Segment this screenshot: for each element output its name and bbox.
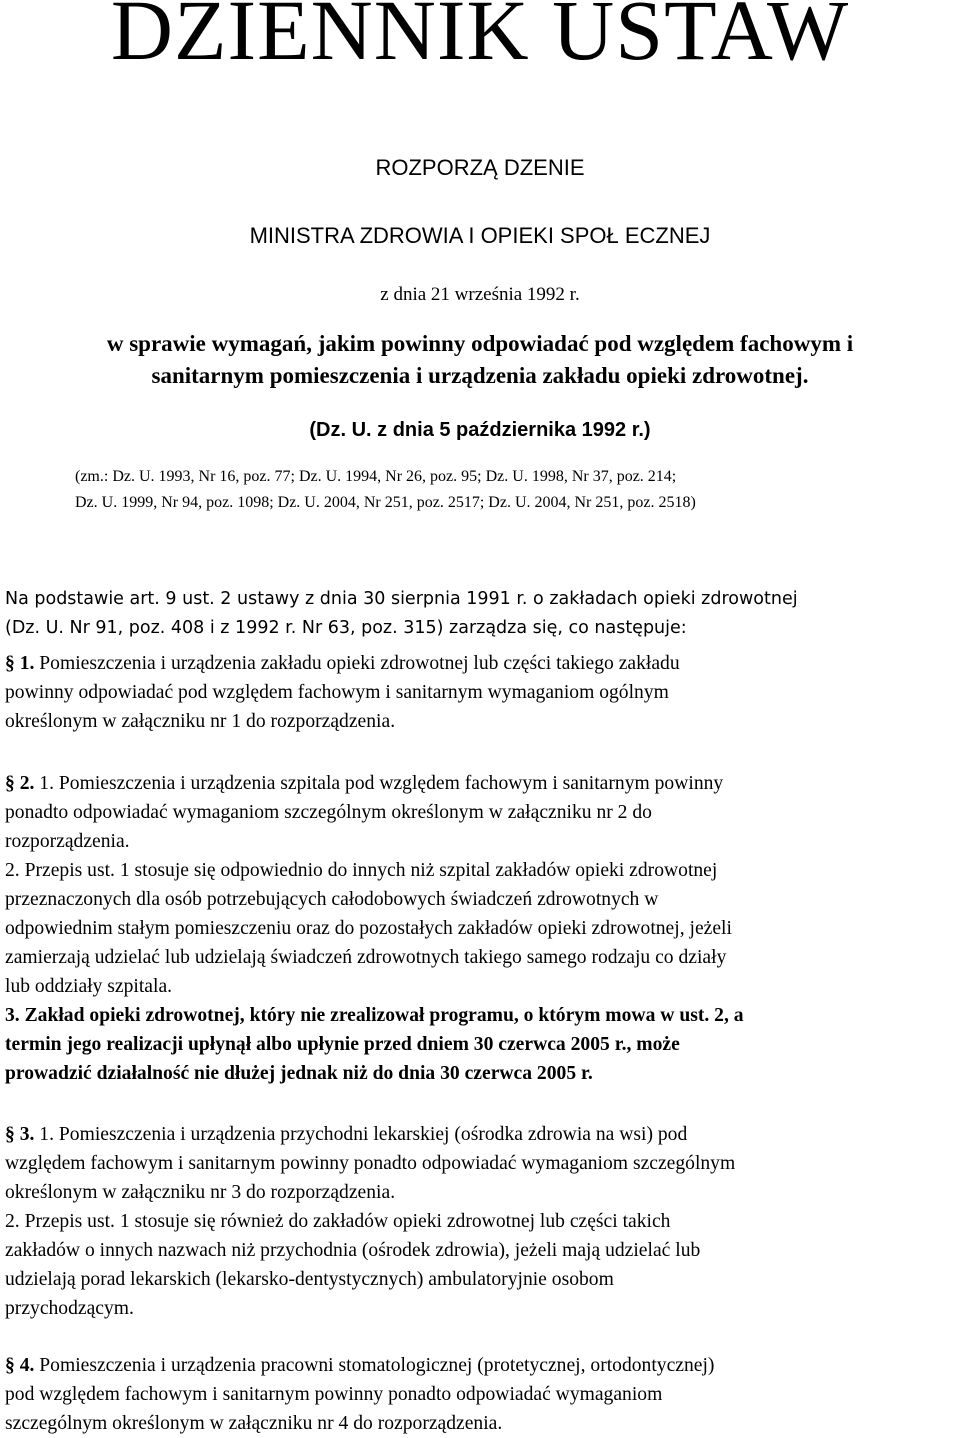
section-line: 2. Przepis ust. 1 stosuje się również do zakładów opieki zdrowotnej lub części takich xyxy=(5,1211,671,1232)
section-1-first-line xyxy=(5,649,957,678)
section-text: Pomieszczenia i urządzenia zakładu opieki zdrowotnej lub części takiego zakładu xyxy=(34,653,680,674)
section-text: 1. Pomieszczenia i urządzenia przychodni lekarskiej (ośrodka zdrowia na wsi) pod xyxy=(34,1124,688,1145)
section-4-first-line xyxy=(5,1351,957,1380)
section-bold-line: termin jego realizacji upłynął albo upłynie przed dniem 30 czerwca 2005 r., może xyxy=(5,1034,680,1055)
legal-basis-line: Na podstawie art. 9 ust. 2 ustawy z dnia 30 sierpnia 1991 r. o zakładach opieki zdrowotnej xyxy=(5,589,798,609)
section-line: zakładów o innych nazwach niż przychodnia (ośrodek zdrowia), jeżeli mają udzielać lub xyxy=(5,1240,701,1261)
act-subject xyxy=(0,328,960,392)
section-line: szczególnym określonym w załączniku nr 4 do rozporządzenia. xyxy=(5,1413,503,1434)
section-line: względem fachowym i sanitarnym powinny ponadto odpowiadać wymaganiom szczególnym xyxy=(5,1153,736,1174)
section-line: określonym w załączniku nr 3 do rozporządzenia. xyxy=(5,1182,396,1203)
section-3-first-line xyxy=(5,1120,957,1149)
subject-line: w sprawie wymagań, jakim powinny odpowiadać pod względem fachowym i xyxy=(106,331,854,356)
section-line: przychodzącym. xyxy=(5,1298,134,1319)
subject-line: sanitarnym pomieszczenia i urządzenia zakładu opieki zdrowotnej. xyxy=(151,363,809,388)
legal-basis xyxy=(5,585,957,643)
section-2 xyxy=(5,769,957,1088)
section-3 xyxy=(5,1120,957,1323)
section-line: lub oddziały szpitala. xyxy=(5,976,173,997)
act-type: ROZPORZĄ DZENIE xyxy=(375,155,585,180)
masthead-title: DZIENNIK USTAW xyxy=(110,0,850,78)
section-text: 1. Pomieszczenia i urządzenia szpitala pod względem fachowym i sanitarnym powinny xyxy=(34,773,724,794)
section-line: powinny odpowiadać pod względem fachowym i sanitarnym wymaganiom ogólnym xyxy=(5,682,669,703)
section-line: przeznaczonych dla osób potrzebujących całodobowych świadczeń zdrowotnych w xyxy=(5,889,659,910)
section-marker: § 4. xyxy=(5,1355,35,1376)
act-date: z dnia 21 września 1992 r. xyxy=(380,284,580,305)
legal-basis-line: (Dz. U. Nr 91, poz. 408 i z 1992 r. Nr 63, poz. 315) zarządza się, co następuje: xyxy=(5,618,687,638)
section-line: odpowiednim stałym pomieszczeniu oraz do pozostałych zakładów opieki zdrowotnej, jeżeli xyxy=(5,918,732,939)
section-line: ponadto odpowiadać wymaganiom szczególnym określonym w załączniku nr 2 do xyxy=(5,802,652,823)
amendments xyxy=(75,464,895,516)
section-line: 2. Przepis ust. 1 stosuje się odpowiednio do innych niż szpital zakładów opieki zdrowotnej xyxy=(5,860,718,881)
section-marker: § 2. xyxy=(5,773,35,794)
section-bold-line: 3. Zakład opieki zdrowotnej, który nie zrealizował programu, o którym mowa w ust. 2, a xyxy=(5,1005,744,1026)
section-marker: § 1. xyxy=(5,653,35,674)
amendments-line: Dz. U. 1999, Nr 94, poz. 1098; Dz. U. 2004, Nr 251, poz. 2517; Dz. U. 2004, Nr 251, poz. 2518) xyxy=(75,494,696,511)
section-2-first-line xyxy=(5,769,957,798)
section-4 xyxy=(5,1351,957,1438)
section-1 xyxy=(5,649,957,736)
section-bold-line: prowadzić działalność nie dłużej jednak niż do dnia 30 czerwca 2005 r. xyxy=(5,1063,593,1084)
publication-source: (Dz. U. z dnia 5 października 1992 r.) xyxy=(309,419,651,441)
section-line: rozporządzenia. xyxy=(5,831,130,852)
section-text: Pomieszczenia i urządzenia pracowni stomatologicznej (protetycznej, ortodontycznej) xyxy=(34,1355,715,1376)
section-marker: § 3. xyxy=(5,1124,35,1145)
section-line: pod względem fachowym i sanitarnym powinny ponadto odpowiadać wymaganiom xyxy=(5,1384,663,1405)
section-line: zamierzają udzielać lub udzielają świadczeń zdrowotnych takiego samego rodzaju co działy xyxy=(5,947,727,968)
amendments-line: (zm.: Dz. U. 1993, Nr 16, poz. 77; Dz. U. 1994, Nr 26, poz. 95; Dz. U. 1998, Nr 37, poz. 214; xyxy=(75,468,677,485)
issuer: MINISTRA ZDROWIA I OPIEKI SPOŁ ECZNEJ xyxy=(249,223,711,248)
section-line: określonym w załączniku nr 1 do rozporządzenia. xyxy=(5,711,396,732)
section-line: udzielają porad lekarskich (lekarsko-dentystycznych) ambulatoryjnie osobom xyxy=(5,1269,614,1290)
